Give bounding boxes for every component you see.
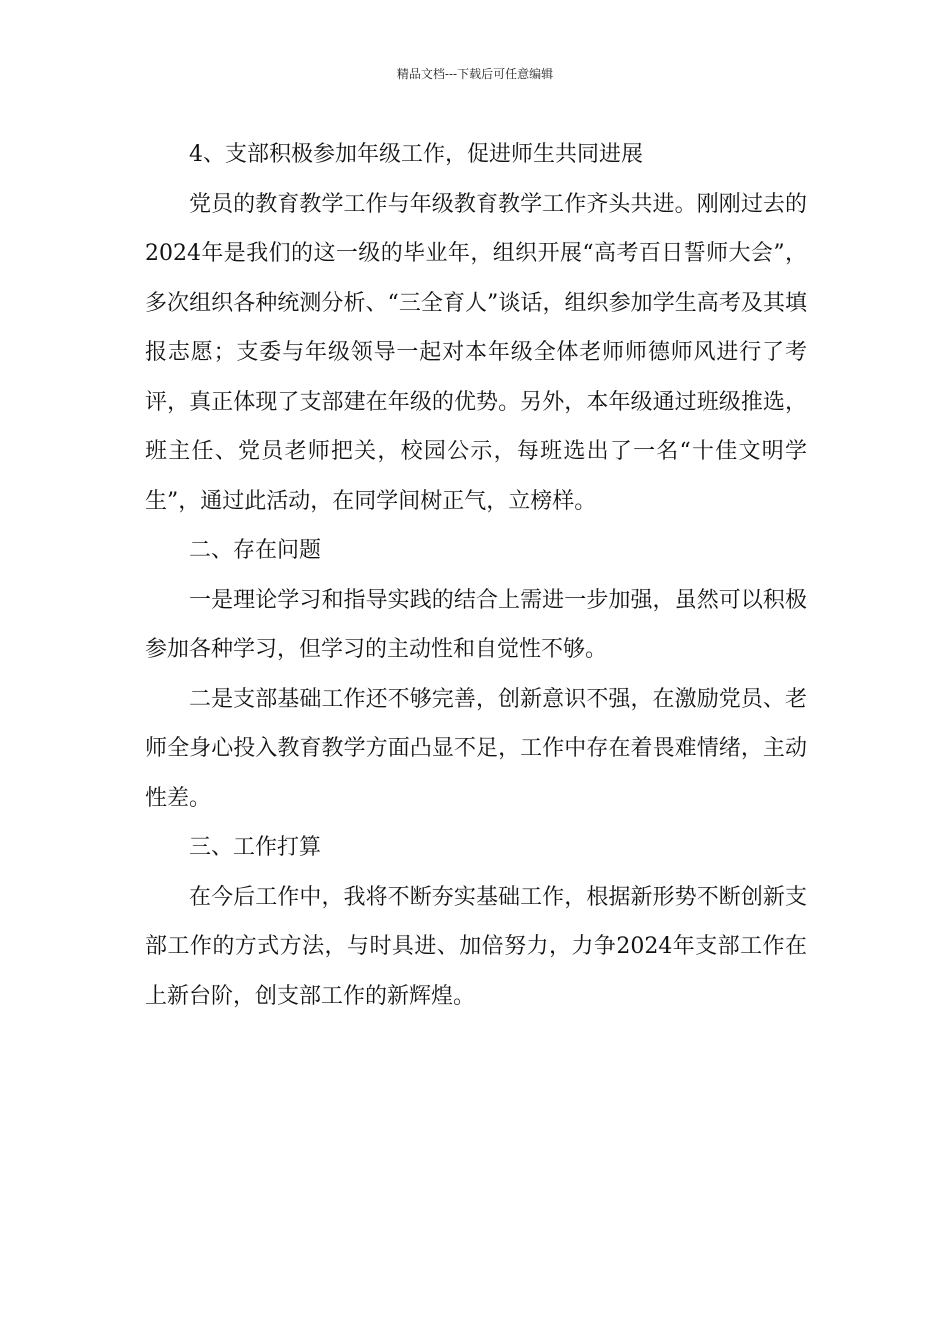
paragraph-problem-two: 二是支部基础工作还不够完善，创新意识不强，在激励党员、老师全身心投入教育教学方面凸显不足，工作中存在着畏难情绪，主动性差。 [145,686,807,811]
paragraph-grade-work: 党员的教育教学工作与年级教育教学工作齐头共进。刚刚过去的2024年是我们的这一级的毕业年，组织开展“高考百日誓师大会”，多次组织各种统测分析、“三全育人”谈话，组织参加学生高考及其填报志愿；支委与年级领导一起对本年级全体老师师德师风进行了考评，真正体现了支部建在年级的优势。另外，本年级通过班级推选，班主任、党员老师把关，校园公示，每班选出了一名“十佳文明学生”，通过此活动，在同学间树正气，立榜样。 [145,191,807,514]
page-header: 精品文档---下载后可任意编辑 [396,67,554,81]
paragraph-plans: 在今后工作中，我将不断夯实基础工作，根据新形势不断创新支部工作的方式方法，与时具进、加倍努力，力争2024年支部工作在上新台阶，创支部工作的新辉煌。 [145,884,807,1009]
section-heading-branch-participation: 4、支部积极参加年级工作，促进师生共同进展 [189,142,643,167]
section-heading-plans: 三、工作打算 [189,835,322,860]
paragraph-problem-one: 一是理论学习和指导实践的结合上需进一步加强，虽然可以积极参加各种学习，但学习的主动性和自觉性不够。 [145,587,807,662]
document-body [145,130,807,1021]
section-heading-problems: 二、存在问题 [189,538,322,563]
